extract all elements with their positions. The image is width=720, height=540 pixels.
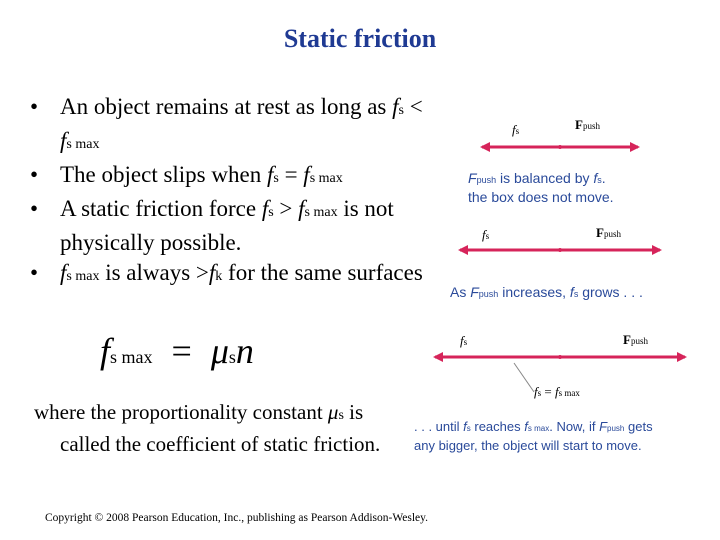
leader-line	[514, 363, 534, 392]
fs-label: fs	[460, 333, 468, 348]
equals-sign: =	[171, 331, 192, 371]
subscript: s	[268, 205, 274, 220]
formula-mu: μ	[210, 331, 229, 371]
fpush-label: Fpush	[623, 332, 648, 347]
formula-n: n	[235, 331, 254, 371]
mu-symbol: μ	[327, 400, 339, 424]
f-symbol: f	[261, 196, 269, 221]
f-symbol: f	[60, 260, 67, 285]
formula-subscript: s	[228, 347, 236, 367]
fpush-label: Fpush	[575, 117, 600, 132]
relation: =	[278, 162, 304, 187]
arrow-origin	[558, 145, 562, 149]
slide-title: Static friction	[283, 24, 437, 53]
where-text: where the proportionality constant	[34, 400, 328, 424]
subscript: s max	[66, 269, 100, 284]
f-symbol: f	[392, 94, 399, 119]
fs-label: fs	[482, 227, 490, 242]
bullet-item	[30, 92, 430, 160]
arrow-origin	[558, 248, 562, 252]
bullet-item	[30, 258, 430, 292]
bullet-text: An object remains at rest as long as	[60, 94, 393, 119]
where-text: is	[343, 400, 364, 424]
bullet-text: for the same surfaces	[222, 260, 423, 285]
f-symbol: f	[60, 128, 67, 153]
formula-subscript: s max	[110, 347, 153, 367]
subscript: s max	[304, 205, 338, 220]
formula-f: f	[100, 331, 111, 371]
arrow-origin	[558, 355, 562, 359]
bullet-dot: •	[30, 162, 39, 187]
f-symbol: f	[266, 162, 274, 187]
subscript: s	[398, 103, 404, 118]
subscript: s max	[309, 171, 343, 186]
fpush-label: Fpush	[596, 225, 621, 240]
bullet-dot: •	[30, 260, 39, 285]
bullet-text: is not physically possible.	[60, 196, 394, 255]
f-symbol: f	[303, 162, 310, 187]
subscript: k	[215, 269, 223, 284]
relation: >	[273, 196, 299, 221]
subscript: s	[273, 171, 279, 186]
fs-equals-fsmax-label: fs = fs max	[534, 384, 580, 399]
subscript: s	[338, 408, 344, 423]
fs-label: fs	[512, 122, 520, 137]
static-friction-formula	[100, 330, 254, 372]
bullet-item	[30, 160, 430, 194]
bullet-text: A static friction force	[60, 196, 262, 221]
caption-panel3: . . . until fs reaches fs max. Now, if Fpush gets any bigger, the object will start to move.	[414, 419, 653, 453]
f-symbol: f	[208, 260, 216, 285]
force-diagram-figure	[410, 100, 710, 480]
caption-panel2: As Fpush increases, fs grows . . .	[450, 284, 643, 300]
bullet-item	[30, 194, 430, 258]
bullet-dot: •	[30, 196, 39, 221]
where-paragraph	[34, 398, 424, 459]
bullet-dot: •	[30, 94, 39, 119]
caption-panel1: Fpush is balanced by fs. the box does not move.	[468, 170, 614, 205]
f-symbol: f	[298, 196, 305, 221]
bullet-list	[30, 92, 430, 292]
where-text: called the coefficient of static friction.	[60, 432, 381, 456]
relation: <	[403, 94, 423, 119]
subscript: s max	[66, 137, 100, 152]
copyright-notice: Copyright © 2008 Pearson Education, Inc., publishing as Pearson Addison-Wesley.	[45, 512, 429, 524]
bullet-text: The object slips when	[60, 162, 267, 187]
relation: is always >	[99, 260, 209, 285]
